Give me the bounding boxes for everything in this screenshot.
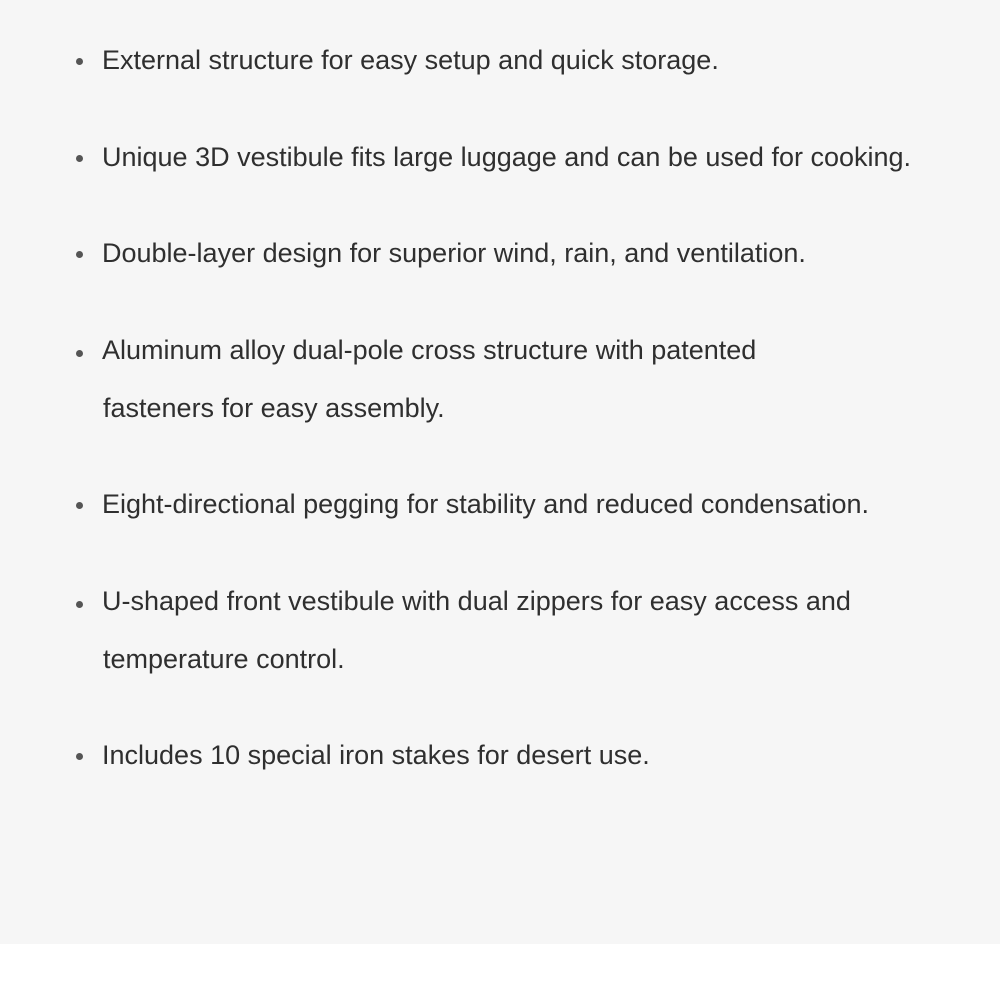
feature-line: Includes 10 special iron stakes for desert use. — [102, 740, 650, 770]
bullet-icon — [76, 155, 83, 162]
bullet-icon — [76, 251, 83, 258]
feature-line: Eight-directional pegging for stability and reduced condensation. — [102, 489, 869, 519]
bullet-icon — [76, 502, 83, 509]
bullet-icon — [76, 753, 83, 760]
feature-text — [102, 224, 982, 282]
feature-line: Unique 3D vestibule fits large luggage and can be used for cooking. — [102, 142, 912, 172]
feature-line: U-shaped front vestibule with dual zippers for easy access and — [102, 586, 851, 616]
feature-text — [102, 321, 982, 437]
feature-line: External structure for easy setup and quick storage. — [102, 45, 719, 75]
feature-text — [102, 726, 982, 784]
feature-text — [102, 31, 982, 89]
feature-line: Aluminum alloy dual-pole cross structure with patented — [102, 335, 757, 365]
feature-line: Double-layer design for superior wind, rain, and ventilation. — [102, 238, 806, 268]
bullet-icon — [76, 601, 83, 608]
feature-text — [102, 475, 982, 533]
bullet-icon — [76, 350, 83, 357]
feature-text — [102, 572, 982, 688]
feature-line: temperature control. — [103, 644, 345, 674]
bullet-icon — [76, 58, 83, 65]
feature-text — [102, 128, 982, 186]
feature-line: fasteners for easy assembly. — [103, 393, 445, 423]
